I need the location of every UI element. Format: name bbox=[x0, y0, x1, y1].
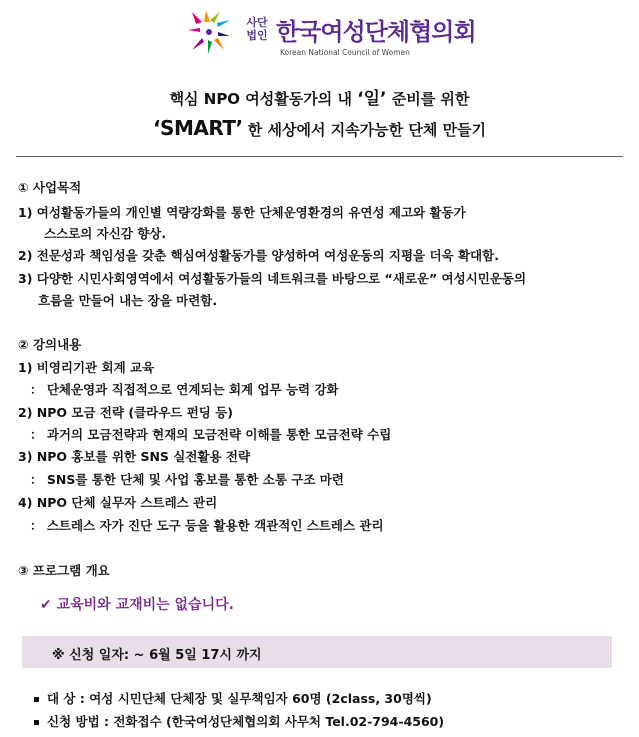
purpose-item-3: 3) 다양한 시민사회영역에서 여성활동가들의 네트워크를 바탕으로 “새로운” 여성시민운동의 bbox=[18, 271, 527, 286]
purpose-item-1: 1) 여성활동가들의 개인별 역량강화를 통한 단체운영환경의 유연성 제고와 활동가 bbox=[18, 205, 466, 220]
lecture-item-2-desc: ： 과거의 모금전략과 현재의 모금전략 이해를 통한 모금전략 수립 bbox=[30, 427, 392, 442]
logo-arrows-icon bbox=[184, 8, 240, 58]
detail-application-method: 신청 방법 : 전화접수 (한국여성단체협의회 사무처 Tel.02-794-4560) bbox=[34, 712, 444, 730]
purpose-item-1-cont: 스스로의 자신감 향상. bbox=[44, 226, 167, 241]
purpose-item-2: 2) 전문성과 책임성을 갖춘 핵심여성활동가를 양성하여 여성운동의 지평을 더욱 확대함. bbox=[18, 248, 499, 263]
title-quote-work: ‘일’ bbox=[357, 89, 387, 109]
lecture-item-2: 2) NPO 모금 전략 (클라우드 펀딩 등) bbox=[18, 405, 234, 420]
logo-corporation-label: 사단 법인 bbox=[246, 16, 268, 42]
application-deadline-banner bbox=[22, 636, 612, 668]
title-divider bbox=[16, 156, 623, 157]
lecture-item-4: 4) NPO 단체 실무자 스트레스 관리 bbox=[18, 495, 218, 510]
purpose-item-3-cont: 흐름을 만들어 내는 장을 마련함. bbox=[38, 293, 218, 308]
section-heading-lectures: ② 강의내용 bbox=[18, 337, 82, 352]
logo-organization-name: 한국여성단체협의회 bbox=[276, 18, 476, 46]
lecture-item-3-desc: ： SNS를 통한 단체 및 사업 홍보를 통한 소통 구조 마련 bbox=[30, 472, 344, 487]
bullet-square-icon bbox=[34, 697, 39, 702]
application-deadline-text: ※ 신청 일자: ~ 6월 5일 17시 까지 bbox=[52, 648, 262, 663]
organization-logo bbox=[184, 8, 476, 62]
document-title-line1: 핵심 NPO 여성활동가의 내 ‘일’ 준비를 위한 bbox=[169, 89, 470, 109]
bullet-square-icon bbox=[34, 720, 39, 725]
lecture-item-1: 1) 비영리기관 회계 교육 bbox=[18, 360, 155, 375]
detail-target-audience: 대 상 : 여성 시민단체 단체장 및 실무책임자 60명 (2class, 30명씩) bbox=[34, 689, 432, 707]
lecture-item-4-desc: ： 스트레스 자가 진단 도구 등을 활용한 객관적인 스트레스 관리 bbox=[30, 518, 384, 533]
lecture-item-3: 3) NPO 홍보를 위한 SNS 실전활용 전략 bbox=[18, 449, 251, 464]
section-heading-overview: ③ 프로그램 개요 bbox=[18, 563, 110, 578]
title-smart: ‘SMART’ bbox=[152, 116, 243, 140]
document-title-line2: ‘SMART’ 한 세상에서 지속가능한 단체 만들기 bbox=[152, 116, 487, 140]
logo-english-name: Korean National Council of Women bbox=[280, 48, 410, 57]
section-heading-purpose: ① 사업목적 bbox=[18, 180, 82, 195]
lecture-item-1-desc: ： 단체운영과 직접적으로 연계되는 회계 업무 능력 강화 bbox=[30, 382, 339, 397]
free-tuition-note: ✔ 교육비와 교재비는 없습니다. bbox=[40, 597, 234, 613]
